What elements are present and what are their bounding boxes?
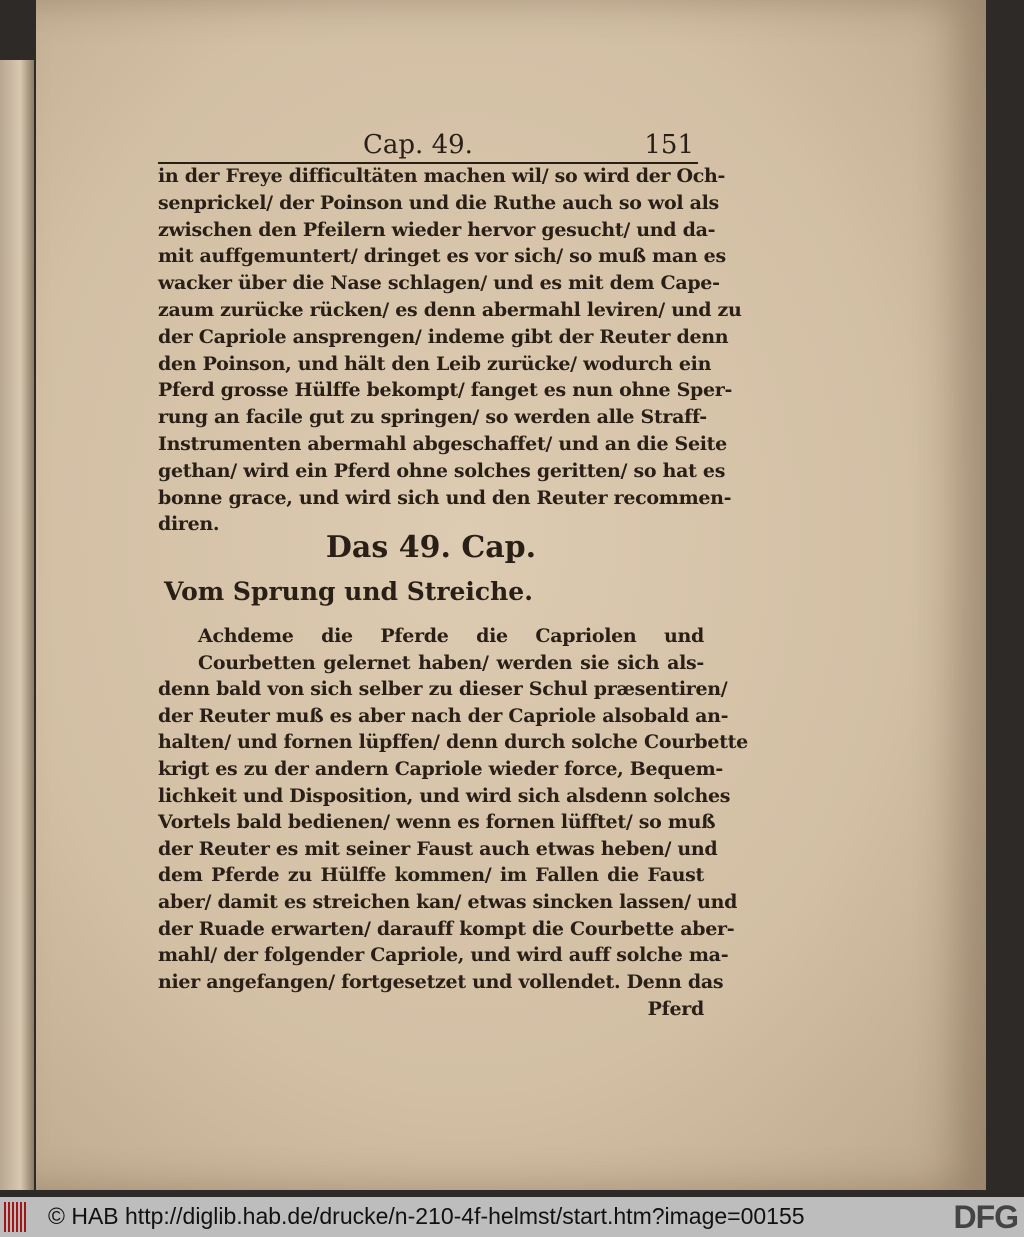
text-line: halten/ und fornen lüpffen/ denn durch solche Courbette <box>158 731 748 754</box>
running-head: Cap. 49. <box>363 130 473 160</box>
text-line: in der Freye difficultäten machen wil/ so wird der Och- <box>158 165 726 187</box>
text-line: nier angefangen/ fortgesetzet und vollendet. Denn das <box>158 970 724 993</box>
text-line: aber/ damit es streichen kan/ etwas sincken lassen/ und <box>158 891 738 913</box>
text-line: der Capriole ansprengen/ indeme gibt der Reuter denn <box>158 325 729 348</box>
text-line: zwischen den Pfeilern wieder hervor gesucht/ und da- <box>158 218 716 241</box>
scanned-page <box>36 0 986 1190</box>
text-line: Pferd grosse Hülffe bekompt/ fanget es nun ohne Sper- <box>158 379 733 402</box>
text-line: zaum zurücke rücken/ es denn abermahl leviren/ und zu <box>158 299 742 321</box>
chapter-title: Das 49. Cap. <box>325 530 537 565</box>
text-line: Courbetten gelernet haben/ werden sie sich als- <box>198 651 704 674</box>
hab-logo-icon <box>4 1202 26 1232</box>
text-line: der Reuter muß es aber nach der Capriole alsobald an- <box>158 704 729 727</box>
text-line: wacker über die Nase schlagen/ und es mit dem Cape- <box>158 272 720 295</box>
text-line: den Poinson, und hält den Leib zurücke/ wodurch ein <box>158 352 712 375</box>
page-number: 151 <box>644 130 694 160</box>
text-line: senprickel/ der Poinson und die Ruthe auch so wol als <box>158 191 719 214</box>
text-line: der Ruade erwarten/ darauff kompt die Courbette aber- <box>158 917 735 940</box>
text-line: Vortels bald bedienen/ wenn es fornen lüfftet/ so muß <box>158 811 716 834</box>
text-line: rung an facile gut zu springen/ so werden alle Straff- <box>158 406 707 429</box>
text-line: krigt es zu der andern Capriole wieder force, Bequem- <box>158 758 723 780</box>
text-line: mahl/ der folgender Capriole, und wird auff solche ma- <box>158 944 729 967</box>
text-line: dem Pferde zu Hülffe kommen/ im Fallen die Faust <box>158 864 704 887</box>
dfg-logo: DFG <box>953 1199 1018 1235</box>
text-line: bonne grace, und wird sich und den Reuter recommen- <box>158 486 732 509</box>
text-line: Instrumenten abermahl abgeschaffet/ und an die Seite <box>158 433 727 455</box>
adjacent-page-edge <box>0 60 34 1190</box>
text-line: Achdeme die Pferde die Capriolen und <box>198 625 704 647</box>
text-line: diren. <box>158 513 220 536</box>
text-line: gethan/ wird ein Pferd ohne solches geritten/ so hat es <box>158 459 726 482</box>
text-line: denn bald von sich selber zu dieser Schul præsentiren/ <box>158 678 728 701</box>
chapter-subtitle: Vom Sprung und Streiche. <box>164 577 533 606</box>
running-header <box>158 130 698 164</box>
footer-bar <box>0 1197 1024 1237</box>
catchword: Pferd <box>647 998 704 1020</box>
copyright-url[interactable]: © HAB http://diglib.hab.de/drucke/n-210-4f-helmst/start.htm?image=00155 <box>48 1203 805 1229</box>
text-line: mit auffgemuntert/ dringet es vor sich/ so muß man es <box>158 245 726 268</box>
text-line: der Reuter es mit seiner Faust auch etwas heben/ und <box>158 837 718 860</box>
text-line: lichkeit und Disposition, und wird sich alsdenn solches <box>158 784 731 807</box>
